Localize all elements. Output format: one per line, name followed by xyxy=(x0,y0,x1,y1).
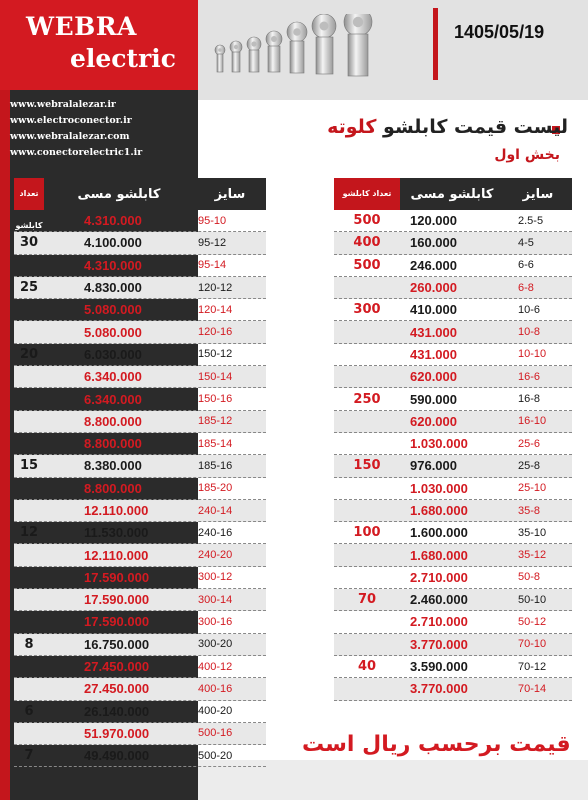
size-cell: 300-16 xyxy=(198,615,233,628)
brand-subname: electric xyxy=(70,44,176,73)
price-cell: 620.000 xyxy=(410,369,457,385)
size-cell: 25-6 xyxy=(518,437,541,450)
table-row xyxy=(334,366,572,388)
table-row xyxy=(14,411,266,433)
size-cell: 25-8 xyxy=(518,459,541,472)
table-row xyxy=(334,567,572,589)
header-size: سایز xyxy=(522,186,554,202)
price-cell: 11.530.000 xyxy=(84,525,149,541)
size-cell: 50-10 xyxy=(518,593,547,606)
price-cell: 27.450.000 xyxy=(84,659,150,675)
size-cell: 150-16 xyxy=(198,393,233,406)
table-row xyxy=(14,701,266,723)
size-cell: 25-10 xyxy=(518,482,547,495)
header-count: تعداد کابلشو xyxy=(14,178,44,210)
header-price: کابلشو مسی xyxy=(410,186,494,202)
price-cell: 8.800.000 xyxy=(84,413,142,429)
table-row xyxy=(14,634,266,656)
size-cell: 4-5 xyxy=(518,236,534,249)
count-cell: 150 xyxy=(353,458,381,474)
size-cell: 185-14 xyxy=(198,437,233,450)
price-cell: 4.310.000 xyxy=(84,257,142,273)
count-cell: 500 xyxy=(353,257,381,273)
price-cell: 5.080.000 xyxy=(84,324,142,340)
price-cell: 1.600.000 xyxy=(410,525,468,541)
price-table-left xyxy=(14,178,266,767)
table-row xyxy=(334,411,572,433)
price-cell: 2.710.000 xyxy=(410,614,468,630)
size-cell: 120-16 xyxy=(198,326,233,339)
size-cell: 300-20 xyxy=(198,638,233,651)
table-body xyxy=(14,210,266,767)
table-row xyxy=(334,634,572,656)
price-cell: 17.590.000 xyxy=(84,592,150,608)
table-row xyxy=(14,366,266,388)
size-cell: 50-12 xyxy=(518,615,547,628)
price-cell: 12.110.000 xyxy=(84,503,149,518)
table-row xyxy=(14,277,266,299)
count-cell: 20 xyxy=(19,346,39,362)
price-cell: 6.340.000 xyxy=(84,391,142,407)
size-cell: 240-14 xyxy=(198,504,233,517)
size-cell: 185-20 xyxy=(198,482,233,495)
size-cell: 120-12 xyxy=(198,281,233,294)
table-row xyxy=(14,344,266,366)
price-cell: 16.750.000 xyxy=(84,636,150,652)
table-row xyxy=(14,500,266,522)
size-cell: 500-20 xyxy=(198,749,233,762)
table-row xyxy=(334,522,572,544)
table-row xyxy=(334,232,572,254)
size-cell: 16-10 xyxy=(518,415,547,428)
price-cell: 590.000 xyxy=(410,391,457,407)
count-cell: 40 xyxy=(357,659,377,675)
website-link[interactable]: www.electroconector.ir xyxy=(10,115,132,126)
size-cell: 400-20 xyxy=(198,705,233,718)
price-list-date: 1405/05/19 xyxy=(454,22,545,42)
price-cell: 6.340.000 xyxy=(84,369,142,385)
count-cell: 6 xyxy=(24,703,34,719)
size-cell: 70-14 xyxy=(518,682,547,695)
count-cell: 100 xyxy=(353,525,381,541)
count-cell: 300 xyxy=(353,302,381,318)
price-cell: 8.800.000 xyxy=(84,480,142,496)
price-cell: 620.000 xyxy=(410,413,457,429)
table-row xyxy=(334,455,572,477)
size-cell: 400-16 xyxy=(198,682,233,695)
size-cell: 95-12 xyxy=(198,236,227,249)
brand-logo-box xyxy=(0,0,198,90)
size-cell: 16-8 xyxy=(518,393,541,406)
table-row xyxy=(14,232,266,254)
size-cell: 35-8 xyxy=(518,504,541,517)
price-cell: 49.490.000 xyxy=(84,748,150,764)
price-cell: 27.450.000 xyxy=(84,681,150,697)
size-cell: 35-10 xyxy=(518,526,547,539)
price-cell: 410.000 xyxy=(410,302,457,318)
count-cell: 30 xyxy=(19,235,39,251)
size-cell: 150-14 xyxy=(198,370,233,383)
size-cell: 185-16 xyxy=(198,459,233,472)
price-cell: 8.380.000 xyxy=(84,458,142,474)
count-cell: 70 xyxy=(357,592,377,608)
table-row xyxy=(14,388,266,410)
header-size: سایز xyxy=(214,186,246,202)
table-row xyxy=(14,589,266,611)
size-cell: 300-12 xyxy=(198,571,233,584)
price-cell: 4.310.000 xyxy=(84,213,142,229)
table-row xyxy=(334,678,572,700)
size-cell: 95-10 xyxy=(198,214,227,227)
table-row xyxy=(14,678,266,700)
table-row xyxy=(334,277,572,299)
size-cell: 10-10 xyxy=(518,348,547,361)
count-cell: 15 xyxy=(19,458,39,474)
table-row xyxy=(14,433,266,455)
left-accent-stripe xyxy=(0,0,10,800)
table-row xyxy=(334,544,572,566)
brand-name: WEBRA xyxy=(26,12,137,41)
price-cell: 17.590.000 xyxy=(84,569,150,585)
table-row xyxy=(334,500,572,522)
table-row xyxy=(334,344,572,366)
price-cell: 246.000 xyxy=(410,257,457,273)
size-cell: 300-14 xyxy=(198,593,233,606)
table-row xyxy=(14,210,266,232)
table-row xyxy=(334,299,572,321)
price-cell: 12.110.000 xyxy=(84,547,149,563)
table-row xyxy=(334,589,572,611)
size-cell: 70-10 xyxy=(518,638,547,651)
price-cell: 4.830.000 xyxy=(84,280,142,296)
size-cell: 500-16 xyxy=(198,727,233,740)
size-cell: 150-12 xyxy=(198,348,233,361)
table-row xyxy=(334,433,572,455)
count-cell: 8 xyxy=(24,636,34,652)
size-cell: 400-12 xyxy=(198,660,233,673)
count-cell: 7 xyxy=(24,748,34,764)
count-cell: 250 xyxy=(353,391,381,407)
table-row xyxy=(334,478,572,500)
price-cell: 1.030.000 xyxy=(410,480,468,496)
website-list xyxy=(10,97,142,161)
table-row xyxy=(14,522,266,544)
count-cell: 500 xyxy=(353,213,381,229)
table-header xyxy=(334,178,572,210)
table-row xyxy=(14,455,266,477)
table-row xyxy=(334,210,572,232)
size-cell: 35-12 xyxy=(518,549,547,562)
size-cell: 10-6 xyxy=(518,303,541,316)
price-cell: 17.590.000 xyxy=(84,614,150,630)
table-row xyxy=(14,299,266,321)
cable-lugs-image xyxy=(212,14,387,80)
price-cell: 2.710.000 xyxy=(410,569,468,585)
price-cell: 1.680.000 xyxy=(410,503,468,518)
price-cell: 1.030.000 xyxy=(410,436,468,452)
size-cell: 240-20 xyxy=(198,549,233,562)
price-cell: 120.000 xyxy=(410,213,457,229)
table-row xyxy=(334,611,572,633)
table-row xyxy=(14,567,266,589)
size-cell: 2.5-5 xyxy=(518,214,544,227)
price-cell: 160.000 xyxy=(410,235,457,251)
table-row xyxy=(14,478,266,500)
date-accent-bar xyxy=(433,8,438,80)
table-row xyxy=(334,321,572,343)
table-row xyxy=(14,544,266,566)
table-row xyxy=(14,611,266,633)
size-cell: 50-8 xyxy=(518,571,541,584)
title-prefix: لیست قیمت کابلشو xyxy=(376,116,568,138)
title-highlight: کلوته xyxy=(327,116,377,138)
price-cell: 3.770.000 xyxy=(410,636,468,652)
count-cell: 25 xyxy=(19,280,39,296)
table-row xyxy=(334,388,572,410)
price-cell: 4.100.000 xyxy=(84,235,142,251)
table-row xyxy=(334,656,572,678)
table-row xyxy=(14,745,266,767)
website-link[interactable]: www.webralalezar.ir xyxy=(10,99,116,110)
price-cell: 3.770.000 xyxy=(410,681,468,697)
size-cell: 240-16 xyxy=(198,526,233,539)
price-table-right xyxy=(334,178,572,701)
table-row xyxy=(14,656,266,678)
header-price: کابلشو مسی xyxy=(77,186,161,202)
price-cell: 6.030.000 xyxy=(84,346,142,362)
size-cell: 70-12 xyxy=(518,660,547,673)
price-cell: 3.590.000 xyxy=(410,659,468,675)
size-cell: 16-6 xyxy=(518,370,541,383)
size-cell: 95-14 xyxy=(198,259,227,272)
price-cell: 260.000 xyxy=(410,280,457,296)
page-title xyxy=(327,116,568,138)
table-body xyxy=(334,210,572,701)
count-cell: 400 xyxy=(353,235,381,251)
currency-note: قیمت برحسب ریال است xyxy=(302,732,571,757)
size-cell: 185-12 xyxy=(198,415,233,428)
price-cell: 51.970.000 xyxy=(84,725,150,741)
count-cell: 12 xyxy=(19,525,39,541)
price-cell: 1.680.000 xyxy=(410,547,468,563)
size-cell: 6-8 xyxy=(518,281,534,294)
size-cell: 10-8 xyxy=(518,326,541,339)
price-cell: 431.000 xyxy=(410,324,457,340)
price-cell: 5.080.000 xyxy=(84,302,142,318)
page-subtitle: بخش اول xyxy=(494,147,560,163)
price-cell: 26.140.000 xyxy=(84,703,150,719)
website-link[interactable]: www.webralalezar.com xyxy=(10,131,130,142)
price-cell: 8.800.000 xyxy=(84,436,142,452)
table-row xyxy=(14,255,266,277)
price-cell: 976.000 xyxy=(410,458,457,474)
price-cell: 431.000 xyxy=(410,346,457,362)
website-link[interactable]: www.conectorelectric1.ir xyxy=(10,147,143,158)
size-cell: 6-6 xyxy=(518,259,534,272)
table-row xyxy=(334,255,572,277)
table-row xyxy=(14,723,266,745)
size-cell: 120-14 xyxy=(198,303,233,316)
table-row xyxy=(14,321,266,343)
header-count: تعداد کابلشو xyxy=(334,178,400,210)
price-cell: 2.460.000 xyxy=(410,592,468,608)
